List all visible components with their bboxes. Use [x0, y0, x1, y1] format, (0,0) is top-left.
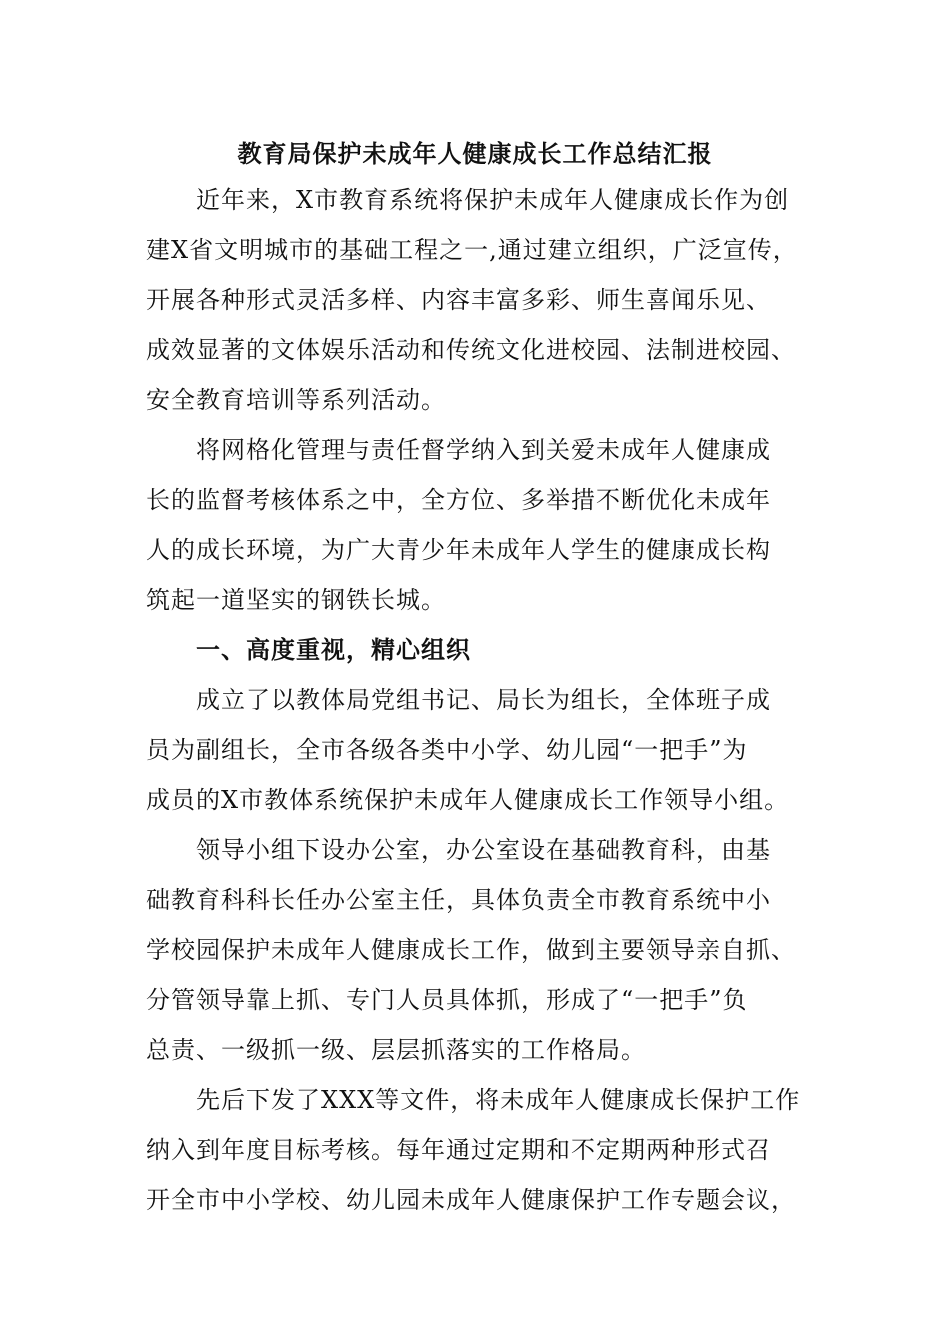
paragraph-line: 开展各种形式灵活多样、内容丰富多彩、师生喜闻乐见、: [146, 286, 771, 314]
section-heading: 一、高度重视，精心组织: [196, 635, 471, 664]
paragraph-line: 安全教育培训等系列活动。: [146, 386, 446, 414]
paragraph-line: 将网格化管理与责任督学纳入到关爱未成年人健康成: [196, 436, 771, 464]
paragraph-line: 总责、一级抓一级、层层抓落实的工作格局。: [146, 1036, 646, 1064]
paragraph-line: 开全市中小学校、幼儿园未成年人健康保护工作专题会议，: [146, 1186, 796, 1214]
paragraph-line: 成立了以教体局党组书记、局长为组长，全体班子成: [196, 686, 771, 714]
paragraph-line: 人的成长环境，为广大青少年未成年人学生的健康成长构: [146, 536, 771, 564]
paragraph-line: 领导小组下设办公室，办公室设在基础教育科，由基: [196, 836, 771, 864]
paragraph-line: 纳入到年度目标考核。每年通过定期和不定期两种形式召: [146, 1136, 771, 1164]
paragraph-line: 分管领导靠上抓、专门人员具体抓，形成了“一把手”负: [146, 986, 748, 1014]
paragraph-line: 学校园保护未成年人健康成长工作，做到主要领导亲自抓、: [146, 936, 796, 964]
paragraph-line: 先后下发了XXX等文件，将未成年人健康成长保护工作: [196, 1086, 801, 1114]
paragraph-line: 成员的X市教体系统保护未成年人健康成长工作领导小组。: [146, 786, 790, 814]
document-title: 教育局保护未成年人健康成长工作总结汇报: [237, 139, 713, 168]
paragraph-line: 长的监督考核体系之中，全方位、多举措不断优化未成年: [146, 486, 771, 514]
paragraph-line: 近年来，X市教育系统将保护未成年人健康成长作为创: [196, 186, 790, 214]
paragraph-line: 成效显著的文体娱乐活动和传统文化进校园、法制进校园、: [146, 336, 796, 364]
paragraph-line: 础教育科科长任办公室主任，具体负责全市教育系统中小: [146, 886, 771, 914]
paragraph-line: 建X省文明城市的基础工程之一,通过建立组织，广泛宣传，: [146, 236, 798, 264]
paragraph-line: 筑起一道坚实的钢铁长城。: [146, 586, 446, 614]
paragraph-line: 员为副组长，全市各级各类中小学、幼儿园“一把手”为: [146, 736, 748, 764]
